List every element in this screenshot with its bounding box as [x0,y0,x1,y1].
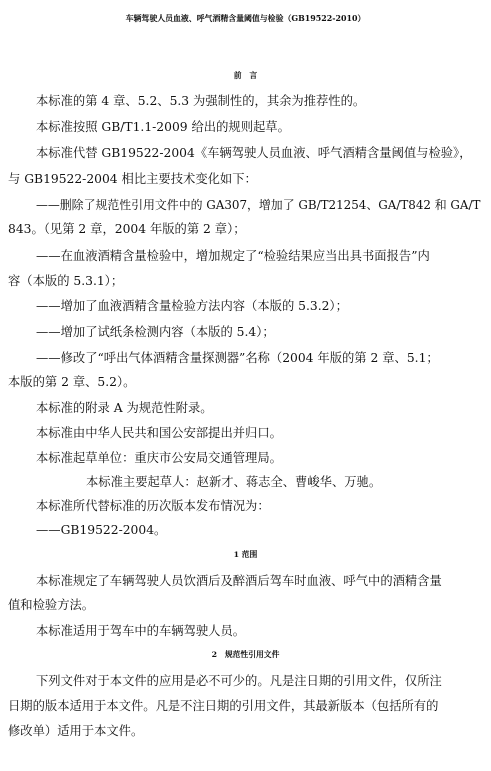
foreword-heading: 前 言 [233,71,258,80]
foreword-line-10: ——增加了试纸条检测内容（本版的 5.4）； [36,325,275,339]
foreword-line-9: ——增加了血液酒精含量检验方法内容（本版的 5.3.2）； [36,299,348,313]
section-2-line-3: 修改单）适用于本文件。 [8,724,144,738]
section-1-heading: 1 范围 [233,550,258,559]
section-1-line-3: 本标准适用于驾车中的车辆驾驶人员。 [36,624,246,638]
foreword-line-6: 843。（见第 2 章，2004 年版的第 2 章）； [8,222,246,236]
foreword-line-7: ——在血液酒精含量检验中，增加规定了“检验结果应当出具书面报告”内 [36,249,430,263]
foreword-line-13: 本标准的附录 A 为规范性附录。 [36,401,213,415]
foreword-line-5: ——删除了规范性引用文件中的 GA307，增加了 GB/T21254、GA/T842 和 GA/T [36,198,481,212]
section-1-line-2: 值和检验方法。 [8,598,95,612]
section-1-line-1: 本标准规定了车辆驾驶人员饮酒后及醉酒后驾车时血液、呼气中的酒精含量 [36,574,442,588]
foreword-line-18: ——GB19522-2004。 [36,523,167,537]
foreword-line-16: 本标准主要起草人：赵新才、蒋志全、曹峻华、万驰。 [86,475,382,489]
foreword-line-14: 本标准由中华人民共和国公安部提出并归口。 [36,426,282,440]
document-title: 车辆驾驶人员血液、呼气酒精含量阈值与检验（GB19522-2010） [125,14,366,23]
foreword-line-15: 本标准起草单位：重庆市公安局交通管理局。 [36,451,282,465]
section-2-heading: 2 规范性引用文件 [211,650,280,659]
foreword-line-2: 本标准按照 GB/T1.1-2009 给出的规则起草。 [36,120,290,134]
foreword-line-4: 与 GB19522-2004 相比主要技术变化如下： [8,172,257,186]
foreword-line-1: 本标准的第 4 章、5.2、5.3 为强制性的，其余为推荐性的。 [36,94,366,108]
foreword-line-12: 本版的第 2 章、5.2）。 [8,375,136,389]
section-2-line-1: 下列文件对于本文件的应用是必不可少的。凡是注日期的引用文件，仅所注 [36,674,442,688]
foreword-line-8: 容（本版的 5.3.1）； [8,274,124,288]
section-2-line-2: 日期的版本适用于本文件。凡是不注日期的引用文件，其最新版本（包括所有的 [8,699,439,713]
foreword-line-17: 本标准所代替标准的历次版本发布情况为： [36,499,270,513]
foreword-line-11: ——修改了“呼出气体酒精含量探测器”名称（2004 年版的第 2 章、5.1； [36,351,439,365]
foreword-line-3: 本标准代替 GB19522-2004《车辆驾驶人员血液、呼气酒精含量阈值与检验》， [36,146,472,160]
